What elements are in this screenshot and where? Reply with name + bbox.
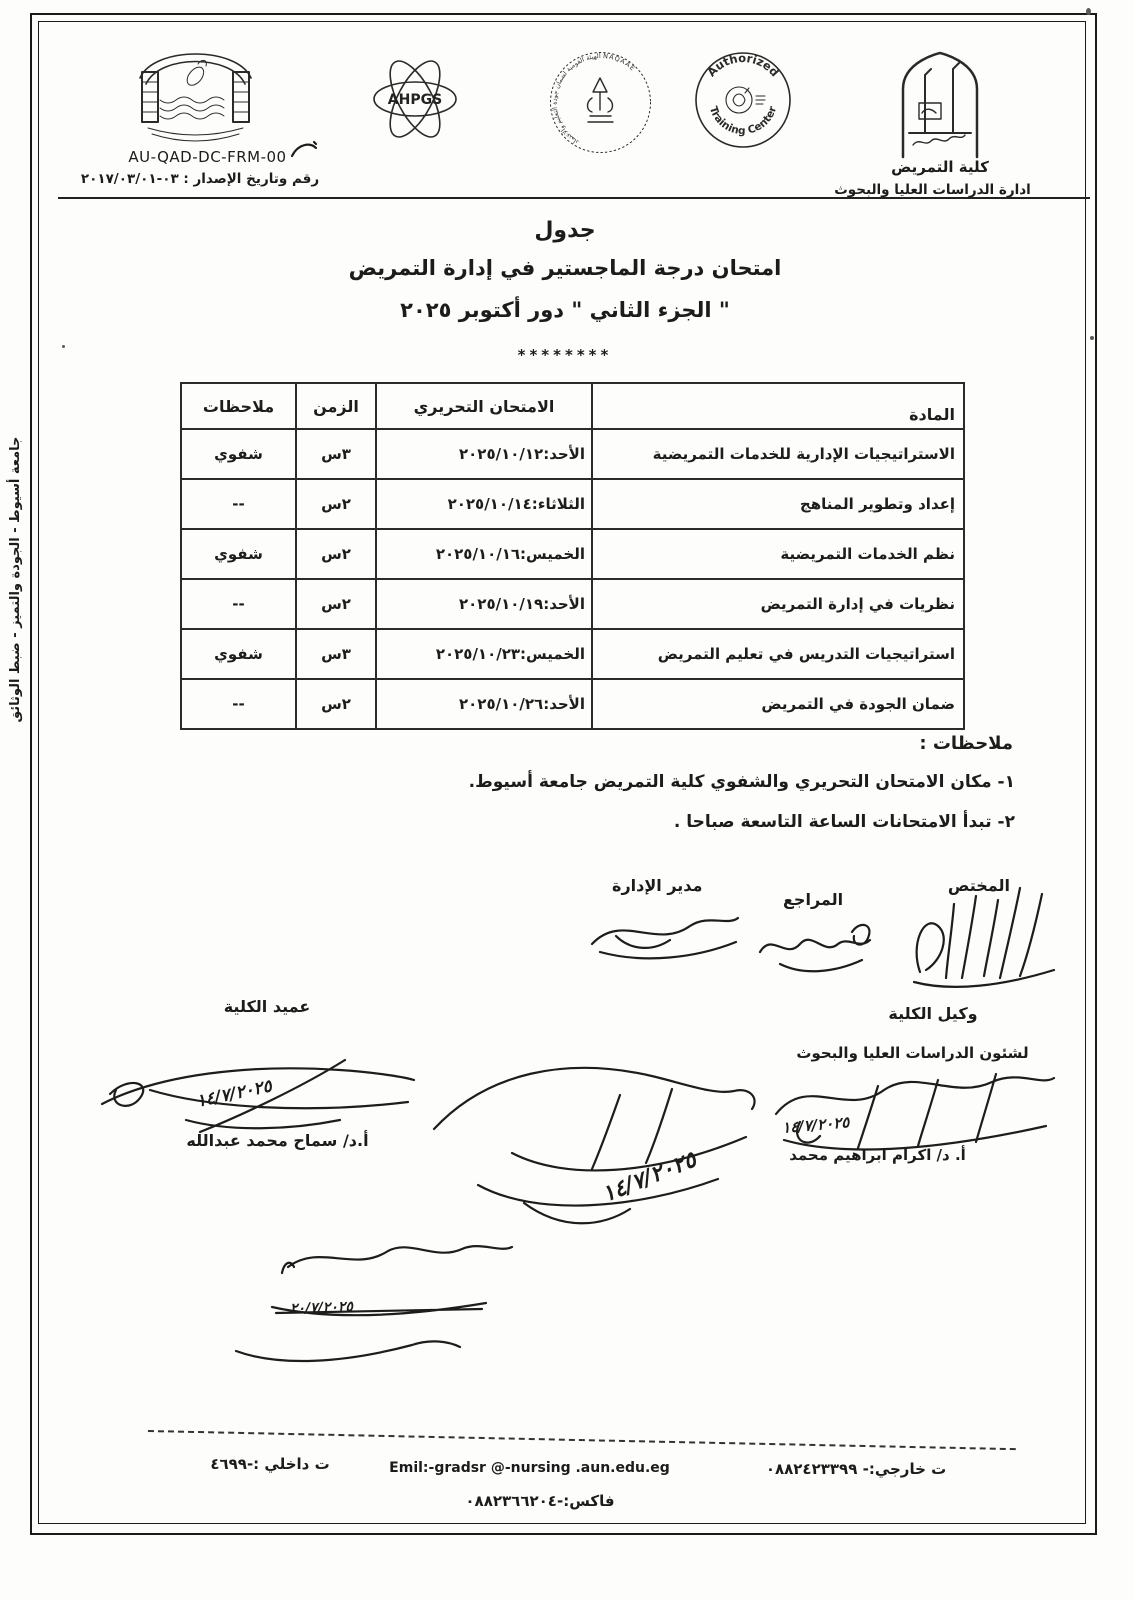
vice-dean-name: أ. د/ اكرام ابراهيم محمد <box>789 1146 966 1164</box>
cell-notes: شفوي <box>181 429 296 479</box>
cell-notes: شفوي <box>181 529 296 579</box>
atc-arc-bottom-text: Training Center <box>706 104 780 138</box>
column-header-notes: ملاحظات <box>181 383 296 429</box>
cell-exam-date: الخميس:٢٠٢٥/١٠/٢٣ <box>376 629 592 679</box>
svg-text:الهيئة القومية لضمان جودة التع <box>550 52 637 146</box>
svg-text:Training Center <box>707 104 779 137</box>
table-row <box>181 679 964 729</box>
reviewer-signature <box>752 910 882 989</box>
ahpgs-logo <box>365 52 465 147</box>
reviewer-label: المراجع <box>783 890 844 909</box>
cell-time: ٢س <box>296 679 376 729</box>
notes-heading: ملاحظات : <box>919 733 1013 754</box>
vice-dean-subtitle: لشئون الدراسات العليا والبحوث <box>796 1044 1029 1062</box>
faculty-name: كلية التمريض <box>891 158 989 176</box>
cell-exam-date: الأحد:٢٠٢٥/١٠/١٢ <box>376 429 592 479</box>
naqaae-arc-text: الهيئة القومية لضمان جودة التعليم والاعتماد NAQAAE <box>550 51 638 147</box>
column-header-written-exam: الامتحان التحريري <box>376 383 592 429</box>
cell-exam-date: الأحد:٢٠٢٥/١٠/٢٦ <box>376 679 592 729</box>
specialist-signature <box>902 874 1062 998</box>
scan-speckle <box>62 345 65 348</box>
dean-title: عميد الكلية <box>223 997 311 1016</box>
exam-title-line: امتحان درجة الماجستير في إدارة التمريض <box>348 256 782 280</box>
cell-subject: الاستراتيجيات الإدارية للخدمات التمريضية <box>592 429 964 479</box>
cell-subject: إعداد وتطوير المناهج <box>592 479 964 529</box>
department-name: ادارة الدراسات العليا والبحوث <box>834 182 1031 198</box>
cell-time: ٣س <box>296 429 376 479</box>
cell-time: ٢س <box>296 529 376 579</box>
header-divider-line <box>58 197 1090 199</box>
quality-assurance-unit-logo <box>138 42 253 150</box>
document-title: جدول <box>534 218 596 243</box>
cell-notes: -- <box>181 679 296 729</box>
exam-schedule-table <box>180 382 965 730</box>
middle-signature <box>416 1033 771 1242</box>
cell-exam-date: الخميس:٢٠٢٥/١٠/١٦ <box>376 529 592 579</box>
vice-dean-handwritten-date: ١٤/٧/٢٠٢٥ <box>781 1113 851 1137</box>
cell-subject: نظريات في إدارة التمريض <box>592 579 964 629</box>
internal-phone: ت داخلي :-٤٦٩٩ <box>210 1455 330 1473</box>
column-header-subject: المادة <box>592 383 964 429</box>
cell-notes: -- <box>181 479 296 529</box>
authorized-training-center-stamp <box>692 49 794 151</box>
note-item-1: ١- مكان الامتحان التحريري والشفوي كلية التمريض جامعة أسيوط. <box>468 772 1015 792</box>
footer-email: Emil:-gradsr @-nursing .aun.edu.eg <box>389 1460 670 1476</box>
cell-time: ٢س <box>296 579 376 629</box>
table-row <box>181 429 964 479</box>
note-item-2: ٢- تبدأ الامتحانات الساعة التاسعة صباحا . <box>673 812 1015 832</box>
director-signature <box>586 896 746 970</box>
table-row <box>181 529 964 579</box>
bottom-handwriting-scribble <box>224 1233 529 1372</box>
table-row <box>181 629 964 679</box>
table-header-row <box>181 383 964 429</box>
specialist-label: المختص <box>947 876 1010 895</box>
cell-subject: استراتيجيات التدريس في تعليم التمريض <box>592 629 964 679</box>
middle-handwritten-date: ١٤/٧/٢٠٢٥ <box>598 1147 700 1208</box>
asterisk-separator: ******** <box>517 346 613 364</box>
table-row <box>181 579 964 629</box>
cell-exam-date: الثلاثاء:٢٠٢٥/١٠/١٤ <box>376 479 592 529</box>
cell-notes: شفوي <box>181 629 296 679</box>
svg-text:Authorized <box>704 51 782 79</box>
cell-subject: نظم الخدمات التمريضية <box>592 529 964 579</box>
form-code: AU-QAD-DC-FRM-00 <box>128 148 287 166</box>
column-header-time: الزمن <box>296 383 376 429</box>
cell-time: ٣س <box>296 629 376 679</box>
cell-exam-date: الأحد:٢٠٢٥/١٠/١٩ <box>376 579 592 629</box>
naqaae-seal <box>548 50 653 155</box>
table-row <box>181 479 964 529</box>
issue-number-date-line: رقم وتاريخ الإصدار : ٠٣-٢٠١٧/٠٣/٠١ <box>80 171 320 187</box>
scan-speckle <box>1090 336 1094 340</box>
side-vertical-text: جامعة أسيوط - الجودة والتميز - ضبط الوثائق <box>8 436 23 723</box>
dean-name: أ.د/ سماح محمد عبدالله <box>186 1131 369 1150</box>
bottom-handwritten-date: ٢٠/٧/٢٠٢٥ <box>289 1298 354 1318</box>
director-label: مدير الإدارة <box>612 876 703 895</box>
atc-arc-top-text: Authorized <box>704 50 782 80</box>
cell-time: ٢س <box>296 479 376 529</box>
cell-subject: ضمان الجودة في التمريض <box>592 679 964 729</box>
fax-number: فاكس:-٠٨٨٢٣٦٦٢٠٤ <box>465 1492 615 1510</box>
vice-dean-title: وكيل الكلية <box>888 1004 978 1023</box>
dean-handwritten-date: ١٤/٧/٢٠٢٥ <box>194 1076 274 1112</box>
external-phone: ت خارجي:- ٠٨٨٢٤٢٣٣٩٩ <box>765 1460 947 1478</box>
exam-session-line: " الجزء الثاني " دور أكتوبر ٢٠٢٥ <box>400 298 730 322</box>
assiut-university-logo <box>895 45 985 160</box>
scan-speckle <box>1086 8 1091 15</box>
ahpgs-label: AHPGS <box>387 92 443 108</box>
cell-notes: -- <box>181 579 296 629</box>
handwritten-mark <box>286 138 322 168</box>
